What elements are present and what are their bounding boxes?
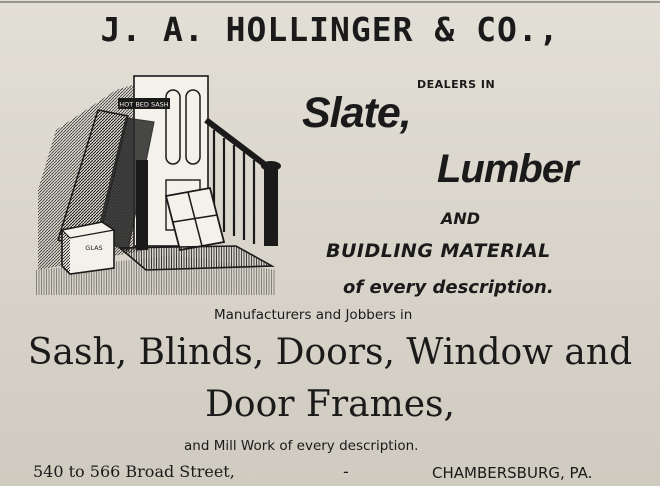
sign-label: HOT BED SASH xyxy=(119,100,169,109)
street-address: 540 to 566 Broad Street, xyxy=(33,462,235,481)
product-slate: Slate, xyxy=(302,89,411,137)
product-building-material: BUIDLING MATERIAL xyxy=(326,240,551,262)
product-lumber: Lumber xyxy=(437,147,578,191)
city-state: CHAMBERSBURG, PA. xyxy=(432,464,593,482)
manufacturing-line-1: Sash, Blinds, Doors, Window and xyxy=(27,332,633,373)
storefront-illustration xyxy=(36,70,284,298)
manufacturers-intro: Manufacturers and Jobbers in xyxy=(214,307,413,323)
address-separator: - xyxy=(343,462,349,481)
company-name: J. A. HOLLINGER & CO., xyxy=(100,10,560,49)
products-description: of every description. xyxy=(343,277,554,298)
manufacturing-line-2: Door Frames, xyxy=(205,384,455,425)
mill-work-line: and Mill Work of every description. xyxy=(184,438,419,454)
and-label: AND xyxy=(441,209,481,228)
dealers-in-label: DEALERS IN xyxy=(417,78,496,91)
glass-box-label: GLAS xyxy=(85,244,103,252)
top-rule xyxy=(0,1,660,3)
